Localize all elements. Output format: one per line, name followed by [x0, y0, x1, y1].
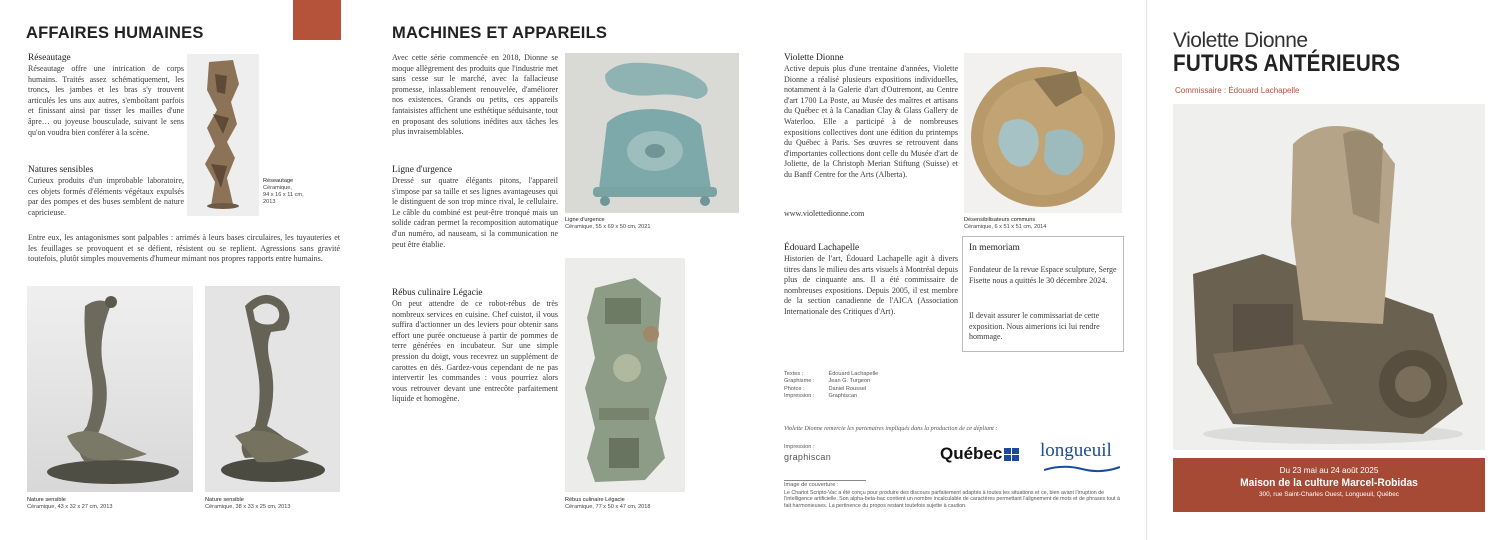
curator-line: Commissaire : Édouard Lachapelle — [1175, 86, 1300, 95]
in-memoriam-text-1: Fondateur de la revue Espace sculpture, Serge Fisette nous a quittés le 30 décembre 2024. — [969, 265, 1117, 285]
caption-title: Ligne d'urgence — [565, 217, 605, 223]
credit-role: Graphisme : — [784, 378, 815, 385]
panel-biographies — [768, 0, 1146, 540]
text-intro-machines: Avec cette série commencée en 2018, Dionne se moque allègrement des produits que l'industrie met sans cesse sur le marché, avec la fallacieuse promesse, inlassablement renouvelée, d'améliorer nos existences. Grands ou petits, ces appareils fantaisistes affichent une esthétique séduisante, tout en proposant des solutions inédites aux tâches les plus invraisemblables. — [392, 53, 558, 137]
subtitle-ligne-urgence: Ligne d'urgence — [392, 165, 453, 175]
artist-name: Violette Dionne — [1173, 29, 1308, 52]
panel-machines-appareils — [368, 0, 768, 540]
cover-divider — [784, 480, 866, 481]
credit-role: Photos : — [784, 385, 805, 392]
print-label: Impression : — [784, 444, 815, 450]
venue-address: 300, rue Saint-Charles Ouest, Longueuil, Québec — [1259, 491, 1399, 498]
subtitle-edouard-lachapelle: Édouard Lachapelle — [784, 243, 860, 253]
text-rebus-culinaire: On peut attendre de ce robot-rébus de très nombreux services en cuisine. Chef cuistot, il vous suffira d'actionner un des leviers pour obtenir sans effort une purée onctueuse à partir de pommes de terre générées en incubateur. Sur une simple pression du doigt, vous recevrez un supplément de carottes en dés. Gardez-vous cependant de ne pas intervertir les commandes : vous pourriez alors vous retrouver devant une entrecôte parfaitement liquide et homogène. — [392, 299, 558, 404]
caption-title: Réseautage — [263, 178, 294, 184]
info-band — [1173, 458, 1485, 512]
panel-cover — [1146, 0, 1512, 540]
text-antagonismes: Entre eux, les antagonismes sont palpables : arrimés à leurs bases circulaires, les tuyauteries et les feuillages se provoquent et se défient, résistent ou se replient. Agressions sans gravité toutefois, plutôt simples mouvements d'humeur mimant nos propres rapports entre humains. — [28, 233, 340, 264]
logo-quebec — [940, 444, 1019, 464]
accent-block — [293, 0, 341, 40]
text-ligne-urgence: Dressé sur quatre élégants pitons, l'appareil s'impose par sa taille et ses lignes avantageuses qui le distinguent de son trop mince rival, le cellulaire. Le câble du combiné est peut-être tronqué mais un solide cadran permet la recomposition automatique d'un numéro, ad nauseam, si la communication ne peut être établie. — [392, 176, 558, 249]
photo-ligne-urgence — [565, 53, 739, 213]
section-title-machines-appareils: MACHINES ET APPAREILS — [392, 24, 608, 42]
exhibition-title: FUTURS ANTÉRIEURS — [1173, 50, 1401, 77]
credit-row — [784, 378, 892, 385]
thanks-text: Violette Dionne remercie les partenaires impliqués dans la production de ce dépliant : — [784, 425, 998, 432]
in-memoriam-text-2: Il devait assurer le commissariat de cette exposition. Nous aimerions ici lui rendre hommage. — [969, 311, 1100, 342]
caption-title: Désensibilisateurs communs — [964, 217, 1036, 223]
quebec-wordmark: Québec — [940, 444, 1003, 463]
photo-reseautage — [187, 54, 259, 216]
credits-table — [784, 371, 892, 400]
photo-nature-sensible-1 — [27, 286, 193, 492]
cover-photo — [1173, 104, 1485, 450]
credit-name: Jean G. Turgeon — [828, 378, 871, 385]
caption-text: Céramique, 6 x 51 x 51 cm, 2014 — [964, 224, 1047, 230]
caption-nature-sensible-2 — [205, 497, 291, 511]
credit-row — [784, 386, 892, 393]
caption-ligne-urgence — [565, 217, 651, 231]
photo-nature-sensible-2 — [205, 286, 340, 492]
credit-name: Daniel Roussel — [828, 385, 867, 392]
exhibition-dates: Du 23 mai au 24 août 2025 — [1279, 466, 1379, 475]
text-reseautage: Réseautage offre une intrication de corps humains. Traités assez schématiquement, les troncs, les jambes et les bras s'y trouvent articulés les uns aux autres, s'emboîtant parfois et finissant ainsi par tisser les mailles d'une âpre… ou joyeuse bousculade, suivant le sens qu'on voudra bien conférer à la scène. — [28, 64, 184, 137]
longueuil-wordmark: longueuil — [1040, 440, 1112, 461]
caption-reseautage — [263, 178, 304, 206]
caption-text: Céramique, 38 x 33 x 25 cm, 2013 — [205, 504, 291, 510]
caption-line: 94 x 16 x 11 cm, — [263, 192, 304, 198]
panel-affaires-humaines — [0, 0, 368, 540]
caption-desensibilisateurs — [964, 217, 1046, 231]
logo-graphiscan: graphiscan — [784, 452, 832, 462]
caption-nature-sensible-1 — [27, 497, 113, 511]
cover-title: Image de couverture : — [784, 482, 839, 488]
text-natures-sensibles: Curieux produits d'un improbable laboratoire, ces objets formés d'éléments végétaux expulsés par des pompes et des buses semblent de nature capricieuse. — [28, 176, 184, 217]
subtitle-natures-sensibles: Natures sensibles — [28, 165, 94, 175]
credit-role: Impression : — [784, 392, 815, 399]
caption-line: Céramique, — [263, 185, 292, 191]
logo-longueuil — [1040, 440, 1124, 476]
venue-name: Maison de la culture Marcel-Robidas — [1240, 477, 1418, 489]
credit-name: Édouard Lachapelle — [828, 371, 879, 377]
wave-icon — [1044, 464, 1120, 474]
link-website[interactable]: www.violettedionne.com — [784, 209, 865, 218]
cover-text: Le Chariot Scripto-Vac a été conçu pour produire des discours parfaitement adaptés à toutes les situations et ce, bien avant l'irruption de l'intelligence artificielle. Son alpha-beta-bac contient un nombre incalculable de caractères permettant l'alignement de mots et de phrases tout à fait harmonieuses. La pertinence du propos restant toutefois sujette à caution. — [784, 490, 1120, 509]
credit-row — [784, 371, 892, 378]
subtitle-rebus-culinaire: Rébus culinaire Légacie — [392, 288, 483, 298]
in-memoriam-box — [962, 236, 1124, 352]
in-memoriam-title: In memoriam — [969, 243, 1020, 253]
section-title-affaires-humaines: AFFAIRES HUMAINES — [26, 24, 204, 42]
caption-rebus-culinaire — [565, 497, 651, 511]
credit-row — [784, 393, 892, 400]
caption-text: Céramique, 55 x 69 x 50 cm, 2021 — [565, 224, 651, 230]
subtitle-violette-dionne: Violette Dionne — [784, 53, 844, 63]
fleur-de-lys-icon — [1004, 448, 1019, 461]
photo-rebus-culinaire — [565, 258, 685, 492]
text-bio-edouard: Historien de l'art, Édouard Lachapelle agit à divers titres dans le milieu des arts visuels à Montréal depuis plus de cinquante ans. Il a été commissaire de nombreuses expositions. Depuis 2005, il est membre de la section canadienne de l'AICA (Association Internationale des Critiques d'Art). — [784, 254, 958, 316]
caption-line: 2013 — [263, 199, 276, 205]
caption-title: Rébus culinaire Légacie — [565, 497, 625, 503]
credit-name: Graphiscan — [828, 392, 858, 399]
text-bio-violette: Active depuis plus d'une trentaine d'années, Violette Dionne a réalisé plusieurs expositions individuelles, notamment à la Galerie d'art d'Outremont, au Centre d'art 1700 La Poste, au Musée des maîtres et artisans du Québec et à la Canadian Clay & Glass Gallery de Waterloo. Elle a participé à de nombreuses expositions collectives dont une édition du printemps du Québec à Paris. Ses œuvres se retrouvent dans d'importantes collections dont celle du Musée d'art de Joliette, de la Christoph Merian Stiftung (Suisse) et du Banff Centre for the Arts (Alberta). — [784, 64, 958, 179]
credit-role: Textes : — [784, 371, 804, 377]
subtitle-reseautage: Réseautage — [28, 53, 71, 63]
caption-text: Céramique, 43 x 32 x 27 cm, 2013 — [27, 504, 113, 510]
photo-desensibilisateurs — [964, 53, 1122, 213]
caption-text: Céramique, 77 x 50 x 47 cm, 2018 — [565, 504, 651, 510]
caption-title: Nature sensible — [205, 497, 244, 503]
caption-title: Nature sensible — [27, 497, 66, 503]
